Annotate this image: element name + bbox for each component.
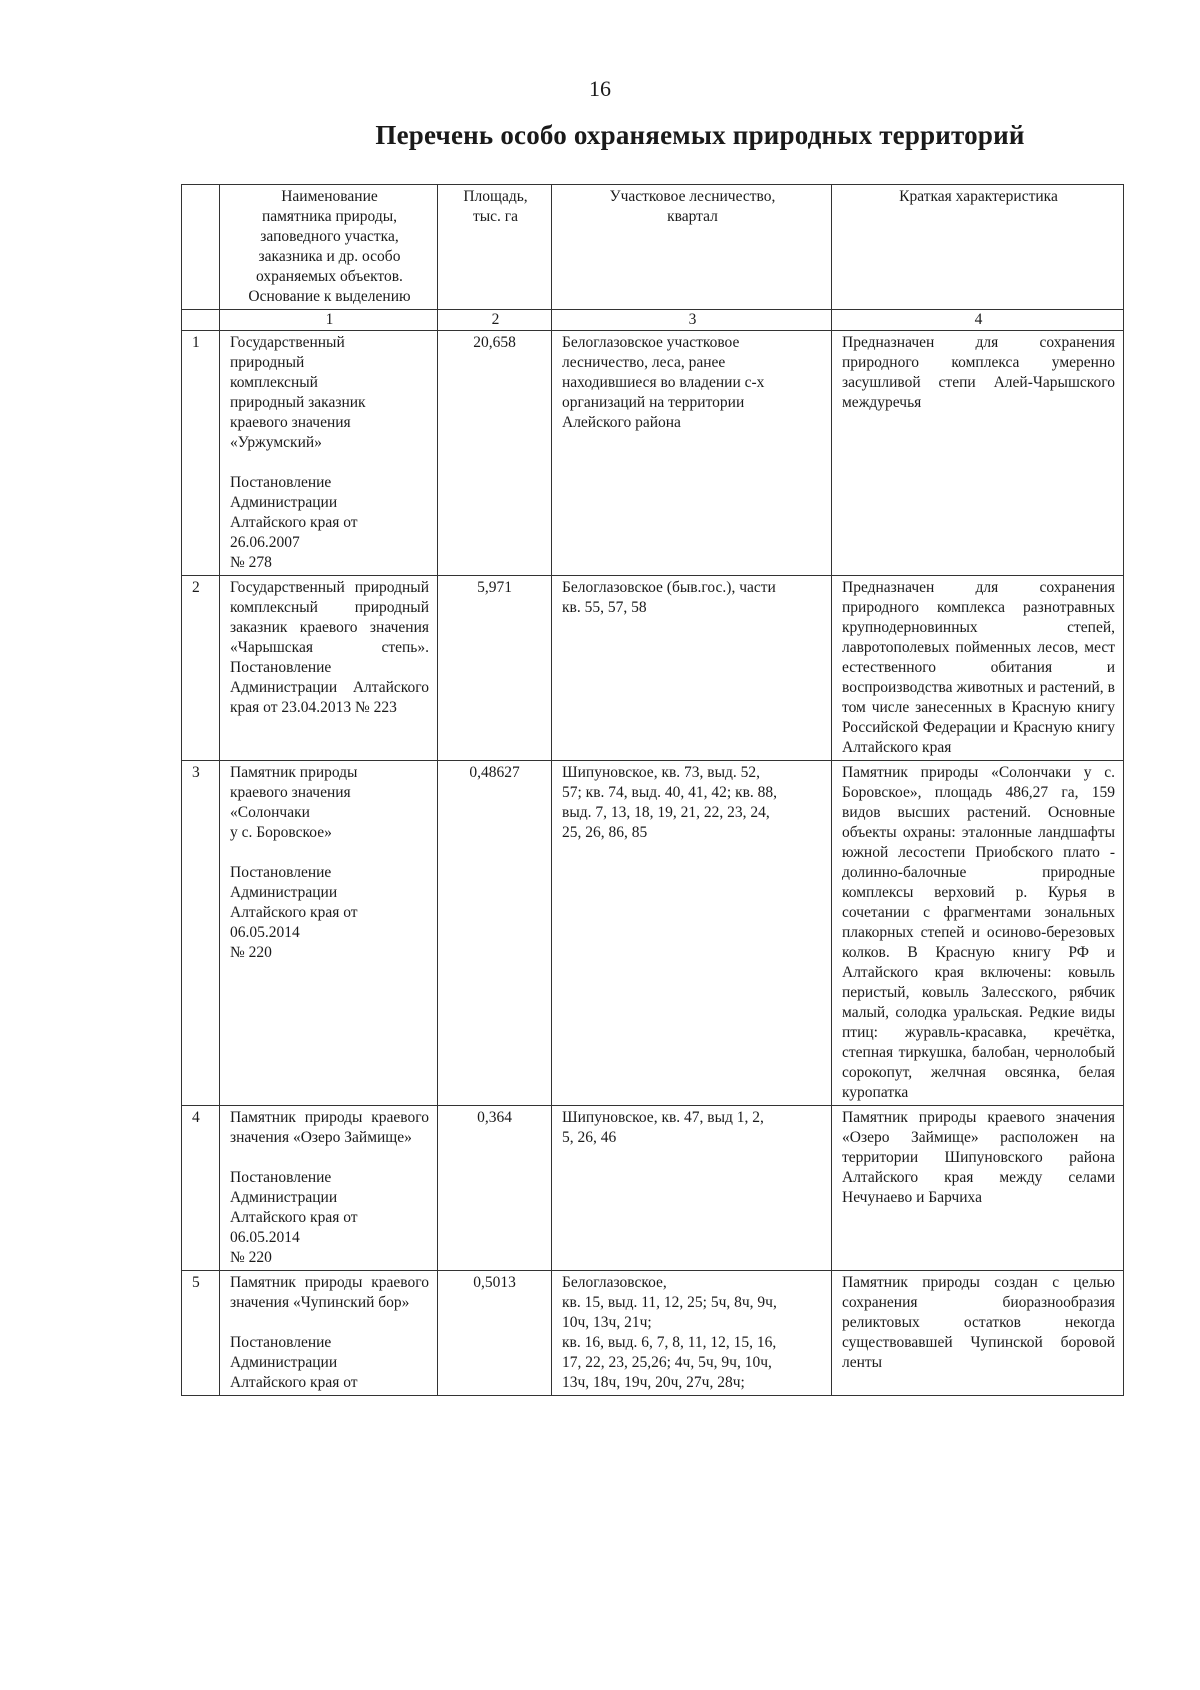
document-title: Перечень особо охраняемых природных территорий	[375, 120, 1025, 150]
header-area: Площадь, тыс. га	[438, 185, 552, 310]
header-name: Наименование памятника природы, заповедного участка, заказника и др. особо охраняемых объектов. Основание к выделению	[220, 185, 438, 310]
row-area: 0,364	[438, 1106, 552, 1271]
row-forestry: Белоглазовское (быв.гос.), части кв. 55, 57, 58	[552, 576, 832, 761]
table-row	[182, 1271, 1124, 1396]
row-number: 3	[182, 761, 220, 1106]
row-name: Памятник природы краевого значения «Солончаки у с. Боровское» Постановление Администрации Алтайского края от 06.05.2014 № 220	[220, 761, 438, 1106]
table-row	[182, 761, 1124, 1106]
column-index: 2	[438, 310, 552, 331]
row-forestry: Шипуновское, кв. 73, выд. 52, 57; кв. 74, выд. 40, 41, 42; кв. 88, выд. 7, 13, 18, 19, 21, 22, 23, 24, 25, 26, 86, 85	[552, 761, 832, 1106]
row-area: 20,658	[438, 331, 552, 576]
row-number: 2	[182, 576, 220, 761]
row-number: 4	[182, 1106, 220, 1271]
row-name: Государственный природный комплексный природный заказник краевого значения «Чарышская степь». Постановление Администрации Алтайского края от 23.04.2013 № 223	[220, 576, 438, 761]
row-number: 1	[182, 331, 220, 576]
row-description: Памятник природы создан с целью сохранения биоразнообразия реликтовых остатков некогда существовавшей Чупинской боровой ленты	[832, 1271, 1124, 1396]
header-description: Краткая характеристика	[832, 185, 1124, 310]
row-name: Государственный природный комплексный природный заказник краевого значения «Уржумский» Постановление Администрации Алтайского края от 26.06.2007 № 278	[220, 331, 438, 576]
table-row	[182, 331, 1124, 576]
row-area: 0,5013	[438, 1271, 552, 1396]
column-index: 3	[552, 310, 832, 331]
header-number-cell	[182, 185, 220, 310]
protected-areas-table	[181, 184, 1124, 1396]
row-area: 0,48627	[438, 761, 552, 1106]
page-number: 16	[589, 76, 611, 101]
row-description: Предназначен для сохранения природного комплекса умеренно засушливой степи Алей-Чарышского междуречья	[832, 331, 1124, 576]
table-row	[182, 576, 1124, 761]
row-forestry: Белоглазовское, кв. 15, выд. 11, 12, 25; 5ч, 8ч, 9ч, 10ч, 13ч, 21ч; кв. 16, выд. 6, 7, 8, 11, 12, 15, 16, 17, 22, 23, 25,26; 4ч, 5ч, 9ч, 10ч, 13ч, 18ч, 19ч, 20ч, 27ч, 28ч;	[552, 1271, 832, 1396]
row-description: Памятник природы краевого значения «Озеро Займище» расположен на территории Шипуновского района Алтайского края между селами Нечунаево и Барчиха	[832, 1106, 1124, 1271]
column-index: 4	[832, 310, 1124, 331]
column-index-row	[182, 310, 1124, 331]
row-name: Памятник природы краевого значения «Чупинский бор» Постановление Администрации Алтайского края от	[220, 1271, 438, 1396]
row-name: Памятник природы краевого значения «Озеро Займище» Постановление Администрации Алтайского края от 06.05.2014 № 220	[220, 1106, 438, 1271]
header-forestry: Участковое лесничество, квартал	[552, 185, 832, 310]
row-area: 5,971	[438, 576, 552, 761]
row-number: 5	[182, 1271, 220, 1396]
column-index: 1	[220, 310, 438, 331]
row-forestry: Белоглазовское участковое лесничество, леса, ранее находившиеся во владении с-х организаций на территории Алейского района	[552, 331, 832, 576]
row-forestry: Шипуновское, кв. 47, выд 1, 2, 5, 26, 46	[552, 1106, 832, 1271]
column-index-empty	[182, 310, 220, 331]
table-row	[182, 1106, 1124, 1271]
row-description: Памятник природы «Солончаки у с. Боровское», площадь 486,27 га, 159 видов высших растений. Основные объекты охраны: эталонные ландшафты южной лесостепи Приобского плато - долинно-балочные природные комплексы верховий р. Курья в сочетании с фрагментами зональных плакорных степей и осиново-березовых колков. В Красную книгу РФ и Алтайского края включены: ковыль перистый, ковыль Залесского, рябчик малый, солодка уральская. Редкие виды птиц: журавль-красавка, кречётка, степная тиркушка, балобан, чернолобый сорокопут, желчная овсянка, белая куропатка	[832, 761, 1124, 1106]
table-header-row	[182, 185, 1124, 310]
row-description: Предназначен для сохранения природного комплекса разнотравных крупнодерновинных степей, лавротополевых пойменных лесов, мест естественного обитания и воспроизводства животных и растений, в том числе занесенных в Красную книгу Российской Федерации и Красную книгу Алтайского края	[832, 576, 1124, 761]
